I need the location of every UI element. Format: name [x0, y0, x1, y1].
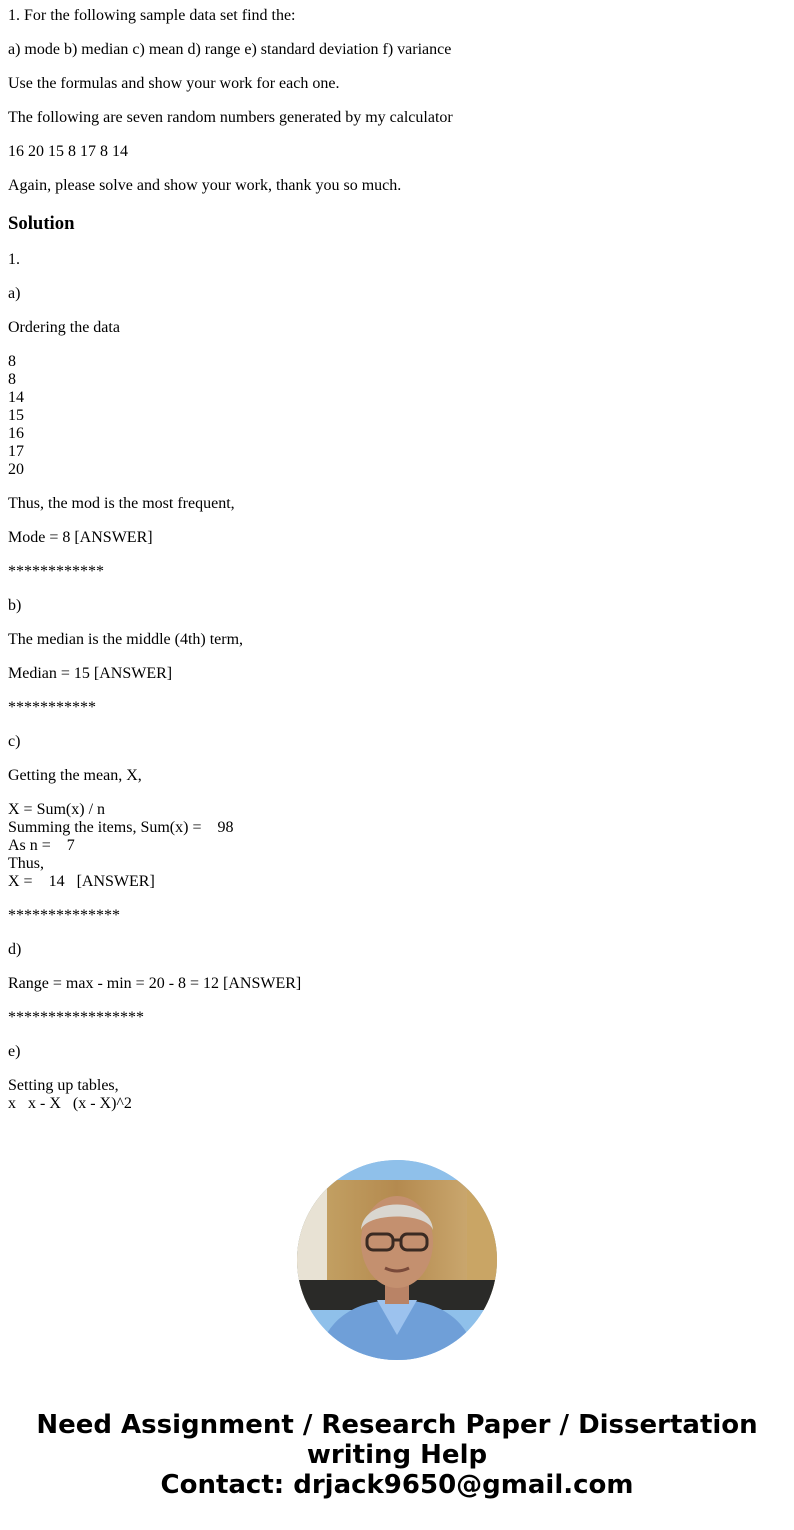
mean-line: As n = 7: [8, 837, 75, 854]
separator: **************: [8, 907, 120, 924]
mode-answer: Mode = 8 [ANSWER]: [8, 529, 153, 546]
separator: ************: [8, 563, 104, 580]
separator: *****************: [8, 1009, 144, 1026]
part-d-label: d): [8, 941, 22, 958]
question-data-values: 16 20 15 8 17 8 14: [8, 143, 128, 160]
table-line: Setting up tables,: [8, 1077, 119, 1094]
mean-line: X = 14 [ANSWER]: [8, 873, 155, 890]
median-answer: Median = 15 [ANSWER]: [8, 665, 173, 682]
author-avatar: [297, 1160, 497, 1360]
range-answer: Range = max - min = 20 - 8 = 12 [ANSWER]: [8, 975, 302, 992]
table-setup: [8, 1077, 786, 1113]
median-text: The median is the middle (4th) term,: [8, 631, 244, 648]
part-c-label: c): [8, 733, 21, 750]
table-line: x x - X (x - X)^2: [8, 1095, 132, 1112]
mean-work: [8, 801, 786, 891]
ordered-value: 14: [8, 389, 24, 406]
document-body: [0, 7, 794, 1113]
mean-text: Getting the mean, X,: [8, 767, 142, 784]
ordered-value: 15: [8, 407, 24, 424]
question-line-3: Use the formulas and show your work for each one.: [8, 75, 340, 92]
question-line-6: Again, please solve and show your work, thank you so much.: [8, 177, 402, 194]
mean-line: Thus,: [8, 855, 44, 872]
separator: ***********: [8, 699, 96, 716]
ordered-data-list: [8, 353, 786, 479]
part-a-label: a): [8, 285, 21, 302]
ordered-value: 16: [8, 425, 24, 442]
ordered-value: 20: [8, 461, 24, 478]
question-line-2: a) mode b) median c) mean d) range e) standard deviation f) variance: [8, 41, 452, 58]
ordered-value: 17: [8, 443, 24, 460]
ordered-value: 8: [8, 353, 16, 370]
ordering-text: Ordering the data: [8, 319, 120, 336]
question-line-1: 1. For the following sample data set find the:: [8, 7, 296, 24]
mean-line: X = Sum(x) / n: [8, 801, 106, 818]
footer-line-1: Need Assignment / Research Paper / Dissertation: [36, 1410, 758, 1440]
question-line-4: The following are seven random numbers generated by my calculator: [8, 109, 453, 126]
mode-text: Thus, the mod is the most frequent,: [8, 495, 235, 512]
author-photo-icon: [297, 1160, 497, 1360]
solution-number: 1.: [8, 251, 20, 268]
part-b-label: b): [8, 597, 22, 614]
footer-contact: Contact: drjack9650@gmail.com: [160, 1470, 634, 1500]
mean-line: Summing the items, Sum(x) = 98: [8, 819, 234, 836]
footer-line-2: writing Help: [306, 1440, 488, 1470]
ordered-value: 8: [8, 371, 16, 388]
part-e-label: e): [8, 1043, 21, 1060]
solution-heading: Solution: [8, 213, 75, 234]
footer-promo: [0, 1410, 794, 1500]
